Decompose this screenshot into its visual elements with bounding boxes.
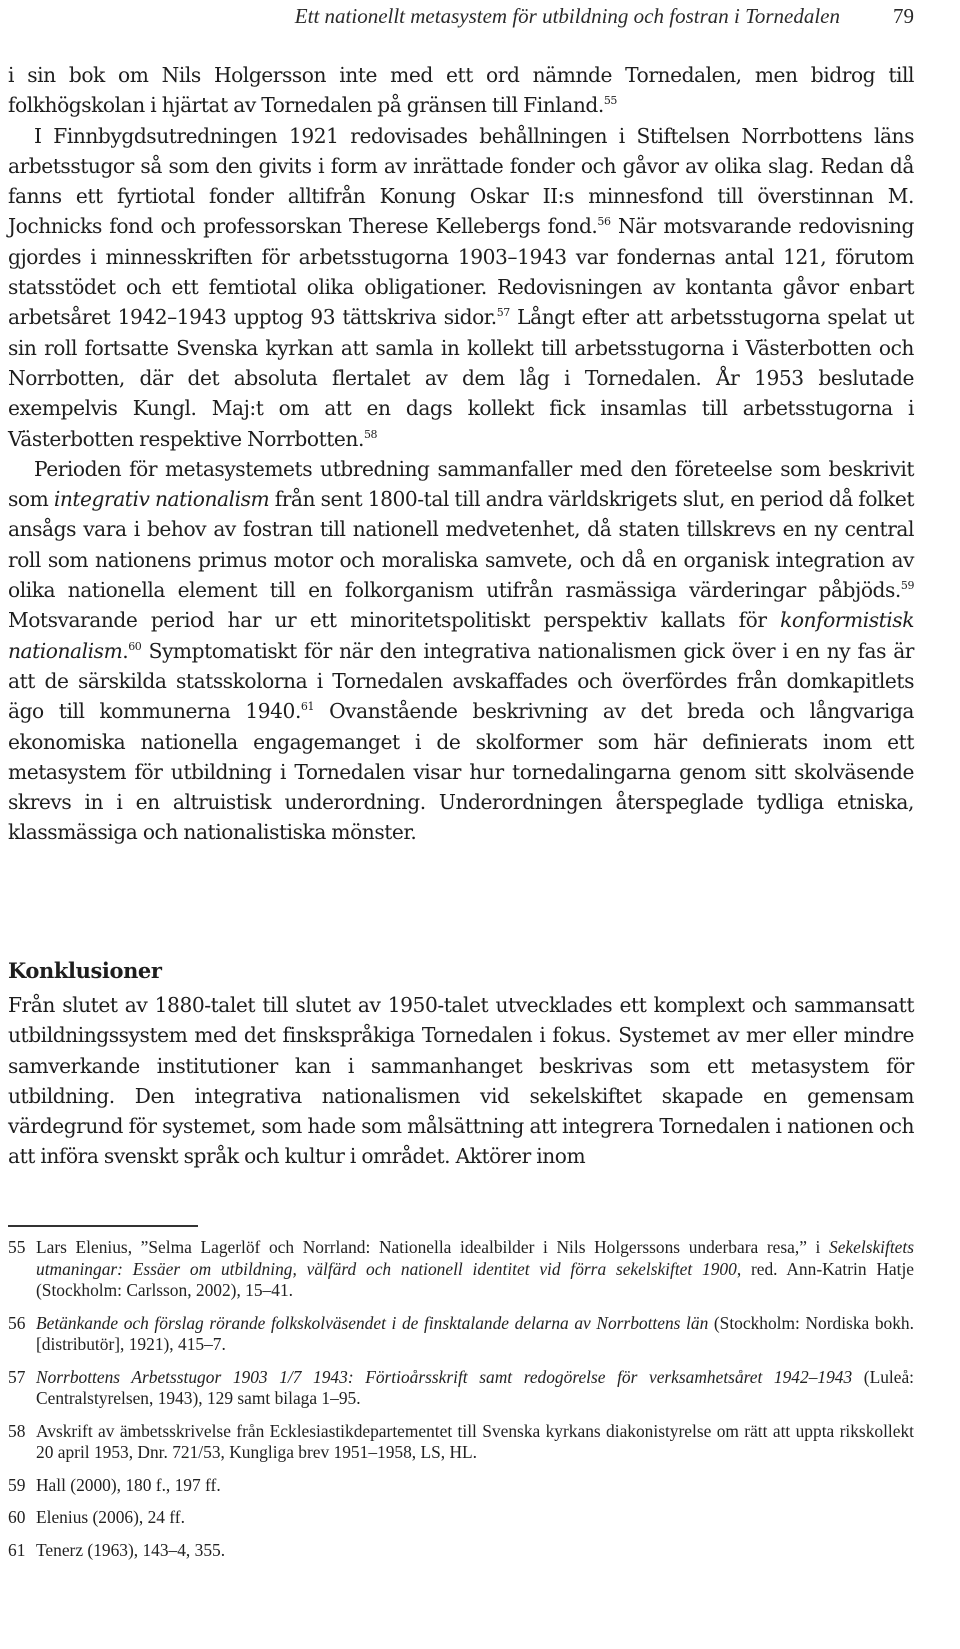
footnote-ref[interactable]: 60 bbox=[128, 639, 142, 653]
footnote-55 bbox=[8, 1237, 914, 1302]
footnote-title: Sekelskiftets utmaningar: Essäer om utbildning, välfärd och nationell identitet vid förra sekelskiftet 1900 bbox=[36, 1237, 914, 1279]
text-run: Ovanstående beskrivning av det breda och långvariga ekonomiska nationella engagemanget i de skolformer som här definierats inom ett metasystem för utbildning i Tornedalen visar hur tornedalingarna genom sitt skolväsende skrevs in i en altruistisk underordning. Underordningen återspeglade tydliga etniska, klassmässiga och nationalistiska mönster. bbox=[8, 699, 915, 845]
body-text bbox=[8, 60, 914, 848]
footnote-text: , red. Ann-Katrin Hatje (Stockholm: Carlsson, 2002), 15–41. bbox=[36, 1258, 915, 1300]
emphasis: konformistisk nationalism bbox=[8, 608, 914, 663]
footnote-text: Hall (2000), 180 f., 197 ff. bbox=[36, 1474, 221, 1495]
footnote-number: 55 bbox=[8, 1237, 26, 1257]
footnotes bbox=[8, 1237, 914, 1572]
text-run: Symptomatiskt för när den integrativa nationalismen gick över i en ny fas är att de särskilda statsskolorna i Tornedalen avskaffades och överfördes från domkapitlets ägo till kommunerna 1940. bbox=[8, 638, 914, 724]
footnote-ref[interactable]: 59 bbox=[900, 579, 914, 593]
text-run: . bbox=[122, 638, 129, 663]
running-title: Ett nationellt metasystem för utbildning och fostran i Tornedalen bbox=[294, 4, 840, 28]
text-run: Perioden för metasystemets utbredning sammanfaller med den företeelse som beskrivit som bbox=[8, 456, 914, 512]
footnote-number: 61 bbox=[8, 1539, 26, 1560]
footnote-text: (Luleå: Centralstyrelsen, 1943), 129 samt bilaga 1–95. bbox=[36, 1366, 915, 1408]
paragraph bbox=[8, 121, 914, 454]
footnote-number: 57 bbox=[8, 1366, 26, 1387]
text-run: från sent 1800-tal till andra världskrigets slut, en period då folket ansågs vara i behov av fostran till nationell medvetenhet, då staten tillskrevs en ny central roll som nationens primus motor och moraliska samvete, och då en organisk integration av olika nationella element till en folkorganism utifrån rasmässiga värderingar påbjöds. bbox=[8, 487, 914, 603]
footnote-60 bbox=[8, 1507, 914, 1529]
footnote-ref[interactable]: 57 bbox=[496, 306, 510, 320]
footnote-number: 59 bbox=[8, 1474, 26, 1495]
footnote-title: Norrbottens Arbetsstugor 1903 1/7 1943: Förtioårsskrift samt redogörelse för verksamhetsåret 1942–1943 bbox=[36, 1366, 853, 1387]
footnote-text: Elenius (2006), 24 ff. bbox=[36, 1507, 185, 1527]
paragraph: Från slutet av 1880-talet till slutet av 1950-talet utvecklades ett komplext och sammansatt utbildningssystem med det finskspråkiga Tornedalen i fokus. Systemet av mer eller mindre samverkande institutioner kan i sammanhanget beskrivas som ett metasystem för utbildning. Den integrativa nationalismen vid sekelskiftet skapade en gemensam värdegrund för systemet, som hade som målsättning att integrera Tornedalen i nationen och att införa svenskt språk och kultur i området. Aktörer inom bbox=[8, 993, 914, 1169]
text-run: När motsvarande redovisning gjordes i minnesskriften för arbetsstugorna 1903–1943 var fondernas antal 121, förutom statsstödet och ett femtiotal olika obligationer. Redovisningen av kontanta gåvor enbart arbetsåret 1942–1943 upptog 93 tättskriva sidor. bbox=[8, 214, 915, 330]
section-body bbox=[8, 990, 914, 1172]
footnote-ref[interactable]: 61 bbox=[300, 700, 315, 714]
footnote-57 bbox=[8, 1367, 914, 1410]
footnote-text: Avskrift av ämbetsskrivelse från Ecklesiastikdepartementet till Svenska kyrkans diakonistyrelse om rätt att uppta rikskollekt 20 april 1953, Dnr. 721/53, Kungliga brev 1951–1958, LS, HL. bbox=[36, 1420, 914, 1462]
footnote-61 bbox=[8, 1540, 914, 1562]
text-run: I Finnbygdsutredningen 1921 redovisades behållningen i Stiftelsen Norrbottens läns arbetsstugor så som den givits i form av inrättade fonder och gåvor av olika slag. Redan då fanns ett fyrtiotal fonder alltifrån Konung Oskar II:s minnesfond till överstinnan M. Jochnicks fond och professorskan Therese Kellebergs fond. bbox=[8, 123, 914, 239]
footnote-text: Lars Elenius, ”Selma Lagerlöf och Norrland: Nationella idealbilder i Nils Holgerssons underbara resa,” i bbox=[36, 1237, 830, 1257]
footnote-58 bbox=[8, 1421, 914, 1464]
footnote-ref[interactable]: 55 bbox=[603, 94, 617, 108]
section-heading: Konklusioner bbox=[8, 958, 162, 983]
footnote-number: 56 bbox=[8, 1312, 26, 1333]
footnote-number: 58 bbox=[8, 1420, 26, 1441]
footnote-divider bbox=[8, 1225, 198, 1227]
footnote-ref[interactable]: 58 bbox=[363, 427, 378, 441]
footnote-text: (Stockholm: Nordiska bokh. [distributör], 1921), 415–7. bbox=[36, 1312, 914, 1354]
footnote-59 bbox=[8, 1475, 914, 1497]
footnote-title: Betänkande och förslag rörande folkskolväsendet i de finsktalande delarna av Norrbottens län bbox=[36, 1312, 709, 1333]
running-header bbox=[8, 2, 914, 36]
footnote-ref[interactable]: 56 bbox=[597, 215, 611, 229]
paragraph bbox=[8, 454, 914, 848]
footnote-text: Tenerz (1963), 143–4, 355. bbox=[36, 1539, 226, 1560]
emphasis: integrativ nationalism bbox=[53, 487, 270, 512]
text-run: i sin bok om Nils Holgersson inte med ett ord nämnde Tornedalen, men bidrog till folkhögskolan i hjärtat av Tornedalen på gränsen till Finland. bbox=[8, 63, 914, 118]
text-run: Långt efter att arbetsstugorna spelat ut sin roll fortsatte Svenska kyrkan att samla in kollekt till arbetsstugorna i Västerbotten och Norrbotten, där det absoluta flertalet av dem låg i Tornedalen. År 1953 beslutade exempelvis Kungl. Maj:t om att en dags kollekt fick insamlas till arbetsstugorna i Västerbotten respektive Norrbotten. bbox=[8, 305, 914, 451]
text-run: Motsvarande period har ur ett minoritetspolitiskt perspektiv kallats för bbox=[8, 608, 781, 633]
footnote-number: 60 bbox=[8, 1507, 26, 1527]
footnote-56 bbox=[8, 1313, 914, 1356]
page-number: 79 bbox=[893, 4, 914, 28]
paragraph bbox=[8, 60, 914, 121]
